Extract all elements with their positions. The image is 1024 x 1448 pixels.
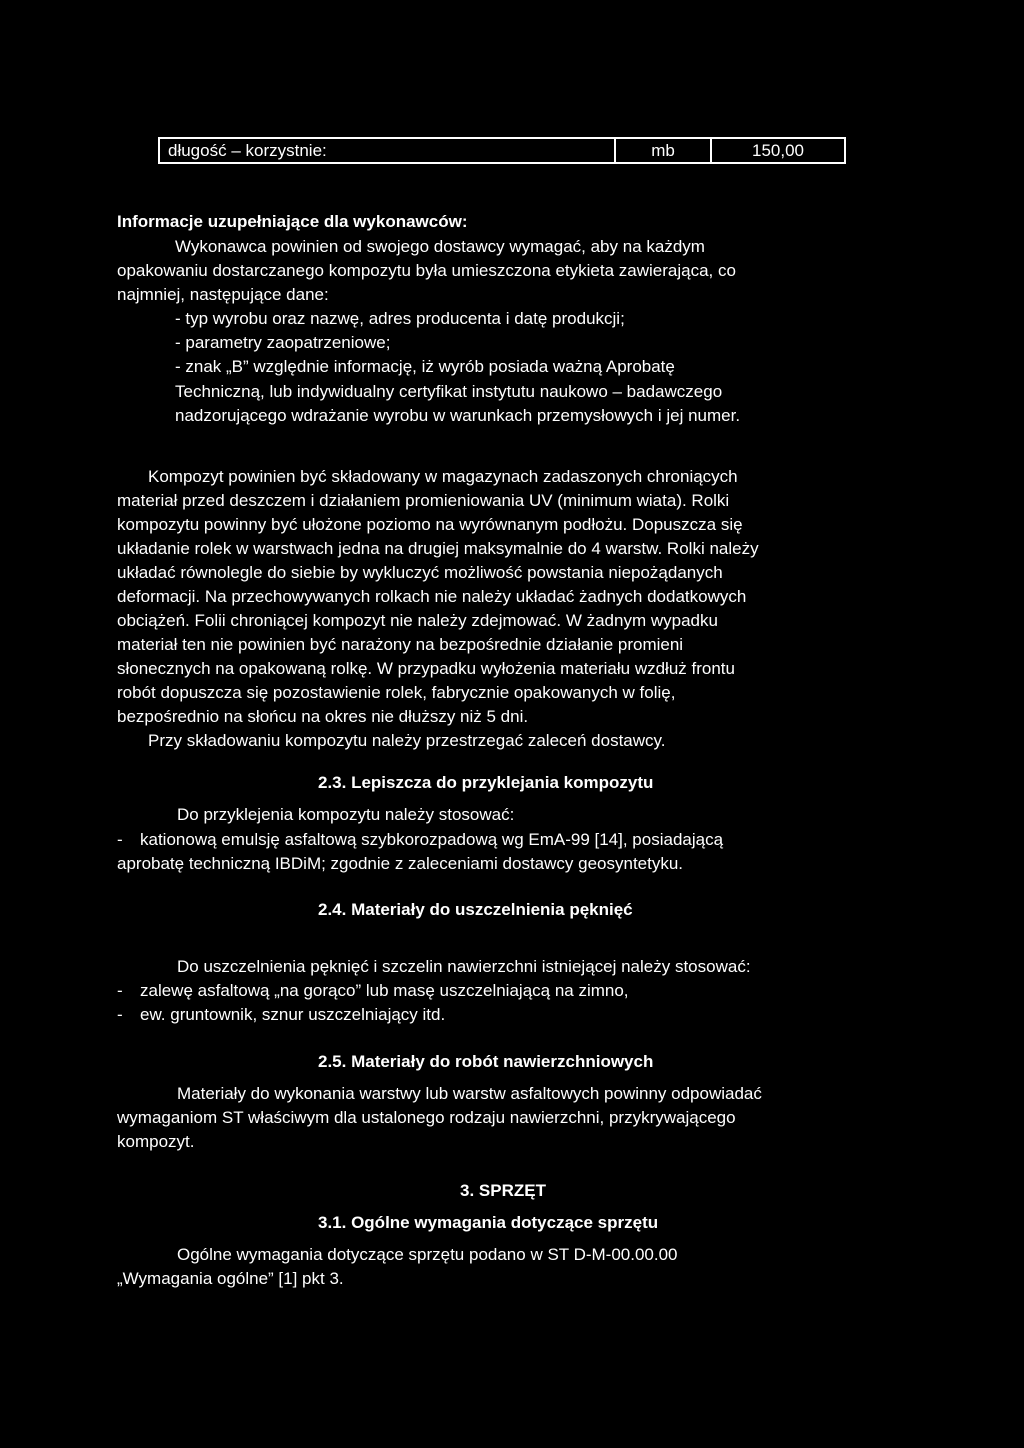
info-line: Techniczną, lub indywidualny certyfikat instytutu naukowo – badawczego	[175, 382, 723, 401]
value-cell: 150,00	[752, 141, 804, 160]
section-2-4-item: ew. gruntownik, sznur uszczelniający itd.	[140, 1005, 446, 1024]
length-table-row	[158, 137, 846, 164]
section-2-5-heading: 2.5. Materiały do robót nawierzchniowych	[318, 1052, 654, 1071]
length-label-cell: długość – korzystnie:	[160, 139, 616, 162]
storage-line: materiał ten nie powinien być narażony na bezpośrednie działanie promieni	[117, 635, 684, 654]
section-2-3-intro: Do przyklejenia kompozytu należy stosować:	[177, 805, 515, 824]
unit-cell: mb	[616, 139, 712, 162]
info-line: - typ wyrobu oraz nazwę, adres producenta i datę produkcji;	[175, 309, 625, 328]
storage-line: materiał przed deszczem i działaniem promieniowania UV (minimum wiata). Rolki	[117, 491, 730, 510]
section-2-4-intro: Do uszczelnienia pęknięć i szczelin nawierzchni istniejącej należy stosować:	[177, 957, 751, 976]
storage-line: Kompozyt powinien być składowany w magazynach zadaszonych chroniących	[148, 467, 738, 486]
info-heading: Informacje uzupełniające dla wykonawców:	[117, 212, 468, 231]
storage-line: Przy składowaniu kompozytu należy przestrzegać zaleceń dostawcy.	[148, 731, 666, 750]
list-dash: -	[117, 981, 123, 1000]
info-line: najmniej, następujące dane:	[117, 285, 329, 304]
storage-line: bezpośrednio na słońcu na okres nie dłuższy niż 5 dni.	[117, 707, 529, 726]
storage-line: układać równolegle do siebie by wykluczyć możliwość powstania niepożądanych	[117, 563, 723, 582]
storage-line: obciążeń. Folii chroniącej kompozyt nie należy zdejmować. W żadnym wypadku	[117, 611, 718, 630]
section-3-1-line: „Wymagania ogólne” [1] pkt 3.	[117, 1269, 344, 1288]
storage-line: słonecznych na opakowaną rolkę. W przypadku wyłożenia materiału wzdłuż frontu	[117, 659, 735, 678]
section-2-4-heading: 2.4. Materiały do uszczelnienia pęknięć	[318, 900, 633, 919]
section-2-4-item: zalewę asfaltową „na gorąco” lub masę uszczelniającą na zimno,	[140, 981, 629, 1000]
storage-line: kompozytu powinny być ułożone poziomo na wyrównanym podłożu. Dopuszcza się	[117, 515, 743, 534]
section-2-3-item: kationową emulsję asfaltową szybkorozpadową wg EmA-99 [14], posiadającą	[140, 830, 724, 849]
storage-line: układanie rolek w warstwach jedna na drugiej maksymalnie do 4 warstw. Rolki należy	[117, 539, 759, 558]
info-line: - parametry zaopatrzeniowe;	[175, 333, 391, 352]
section-2-5-line: kompozyt.	[117, 1132, 195, 1151]
section-3-1-heading: 3.1. Ogólne wymagania dotyczące sprzętu	[318, 1213, 659, 1232]
section-3-1-line: Ogólne wymagania dotyczące sprzętu podano w ST D-M-00.00.00	[177, 1245, 678, 1264]
section-2-3-heading: 2.3. Lepiszcza do przyklejania kompozytu	[318, 773, 654, 792]
section-2-5-line: wymaganiom ST właściwym dla ustalonego rodzaju nawierzchni, przykrywającego	[117, 1108, 736, 1127]
info-line: - znak „B” względnie informację, iż wyrób posiada ważną Aprobatę	[175, 357, 675, 376]
storage-line: robót dopuszcza się pozostawienie rolek, fabrycznie opakowanych w folię,	[117, 683, 676, 702]
list-dash: -	[117, 1005, 123, 1024]
section-3-heading: 3. SPRZĘT	[460, 1181, 546, 1200]
list-dash: -	[117, 830, 123, 849]
storage-line: deformacji. Na przechowywanych rolkach nie należy układać żadnych dodatkowych	[117, 587, 747, 606]
section-2-3-item-cont: aprobatę techniczną IBDiM; zgodnie z zaleceniami dostawcy geosyntetyku.	[117, 854, 684, 873]
info-line: Wykonawca powinien od swojego dostawcy wymagać, aby na każdym	[175, 237, 705, 256]
info-line: nadzorującego wdrażanie wyrobu w warunkach przemysłowych i jej numer.	[175, 406, 741, 425]
section-2-5-line: Materiały do wykonania warstwy lub warstw asfaltowych powinny odpowiadać	[177, 1084, 762, 1103]
info-line: opakowaniu dostarczanego kompozytu była umieszczona etykieta zawierająca, co	[117, 261, 736, 280]
